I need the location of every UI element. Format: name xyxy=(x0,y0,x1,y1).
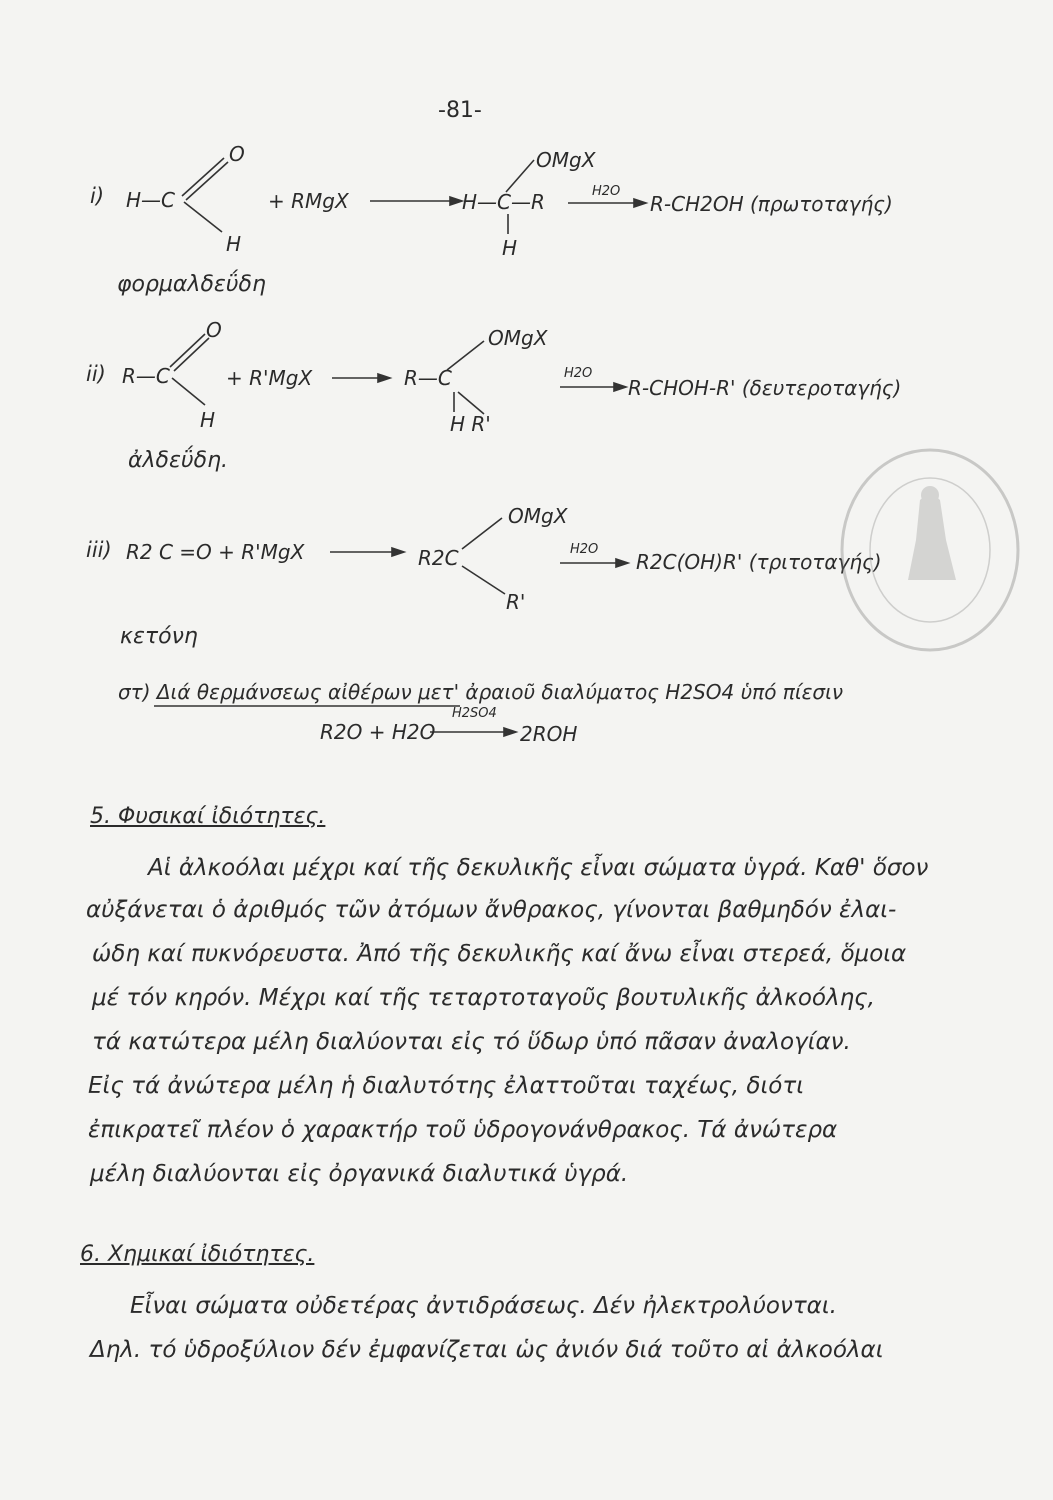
reaction-1-product: H—C—R xyxy=(462,190,545,214)
page-number: -81- xyxy=(438,98,482,123)
reaction-1-formaldehyde-h: H xyxy=(226,232,242,256)
reaction-1-formaldehyde: H—C xyxy=(126,188,176,212)
library-seal-stamp xyxy=(820,440,1020,660)
reaction-3-name: κετόνη xyxy=(120,624,198,649)
reaction-3-product-r: R' xyxy=(506,590,526,614)
reaction-3-condition: H2O xyxy=(570,542,599,557)
section-6-heading: 6. Χημικαί ἰδιότητες. xyxy=(80,1242,315,1267)
section-5-line-1: Αἱ ἀλκοόλαι μέχρι καί τῆς δεκυλικῆς εἶναι σώματα ὑγρά. Καθ' ὅσον xyxy=(148,855,929,881)
section-5-line-2: αὐξάνεται ὁ ἀριθμός τῶν ἀτόμων ἄνθρακος, γίνονται βαθμηδόν ἐλαι- xyxy=(86,897,897,923)
reaction-1-oxygen: O xyxy=(229,142,245,166)
reaction-2-product: R—C xyxy=(404,366,452,390)
reaction-3-product: R2C xyxy=(418,546,459,570)
section-5-line-3: ώδη καί πυκνόρευστα. Ἀπό τῆς δεκυλικῆς καί ἄνω εἶναι στερεά, ὅμοια xyxy=(92,941,907,967)
reaction-3-ketone: R2 C =O + R'MgX xyxy=(126,540,305,564)
section-st-eq-condition: H2SO4 xyxy=(452,706,497,721)
reaction-2-label: ii) xyxy=(86,362,106,386)
reaction-2-aldehyde-h: H xyxy=(200,408,216,432)
reaction-1-name: φορμαλδεΰδη xyxy=(117,272,266,297)
section-5-line-8: μέλη διαλύονται εἰς ὀργανικά διαλυτικά ὑγρά. xyxy=(90,1161,629,1187)
reaction-2-omgx: OMgX xyxy=(488,326,548,350)
reaction-2-result: R-CHOH-R' (δευτεροταγής) xyxy=(628,376,902,400)
reaction-1-product-h: H xyxy=(502,236,518,260)
reaction-3-label: iii) xyxy=(86,538,112,562)
section-5-line-4: μέ τόν κηρόν. Μέχρι καί τῆς τεταρτοταγοῦς βουτυλικῆς ἀλκοόλης, xyxy=(92,985,875,1011)
section-5-line-6: Εἰς τά ἀνώτερα μέλη ἡ διαλυτότης ἐλαττοῦται ταχέως, διότι xyxy=(88,1073,804,1099)
reaction-3-omgx: OMgX xyxy=(508,504,568,528)
reaction-2-condition: H2O xyxy=(564,366,593,381)
section-5-heading: 5. Φυσικαί ἰδιότητες. xyxy=(90,804,326,829)
reaction-1-label: i) xyxy=(90,184,105,208)
section-5-line-5: τά κατώτερα μέλη διαλύονται εἰς τό ὕδωρ ὑπό πᾶσαν ἀναλογίαν. xyxy=(92,1029,851,1055)
reaction-2-oxygen: O xyxy=(206,318,222,342)
section-st-line: στ) Διά θερμάνσεως αἰθέρων μετ' ἀραιοῦ διαλύματος H2SO4 ὑπό πίεσιν xyxy=(118,680,844,704)
reaction-3-result: R2C(OH)R' (τριτοταγής) xyxy=(636,550,882,574)
reaction-2-name: ἀλδεΰδη. xyxy=(128,448,228,473)
section-6-line-2: Δηλ. τό ὑδροξύλιον δέν ἐμφανίζεται ὡς ἀνιόν διά τοῦτο αἱ ἀλκοόλαι xyxy=(90,1337,884,1363)
reaction-2-aldehyde: R—C xyxy=(122,364,170,388)
reaction-1-omgx: OMgX xyxy=(536,148,596,172)
reaction-1-condition: H2O xyxy=(592,184,621,199)
reaction-1-reagent: + RMgX xyxy=(268,189,349,213)
section-st-eq-left: R2O + H2O xyxy=(320,720,436,744)
section-5-line-7: ἐπικρατεῖ πλέον ὁ χαρακτήρ τοῦ ὑδρογονάνθρακος. Τά ἀνώτερα xyxy=(88,1117,838,1143)
reaction-2-product-sub: H R' xyxy=(450,412,491,436)
reaction-2-reagent: + R'MgX xyxy=(226,366,313,390)
section-6-line-1: Εἶναι σώματα οὐδετέρας ἀντιδράσεως. Δέν ἠλεκτρολύονται. xyxy=(130,1293,837,1319)
reaction-1-result: R-CH2OH (πρωτοταγής) xyxy=(650,192,893,216)
section-st-eq-right: 2ROH xyxy=(520,722,578,746)
